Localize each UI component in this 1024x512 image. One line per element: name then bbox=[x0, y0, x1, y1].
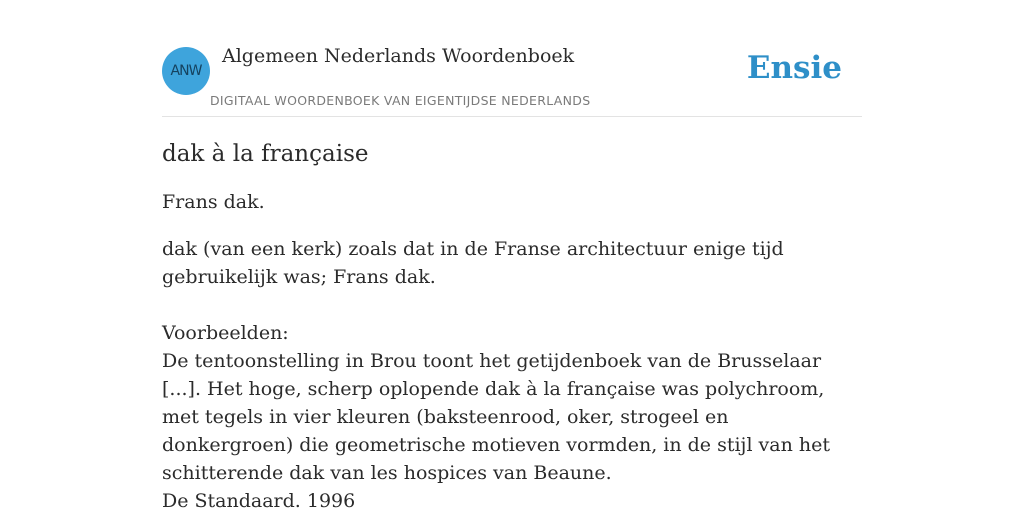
examples-label: Voorbeelden: bbox=[162, 322, 289, 344]
short-definition: Frans dak. bbox=[162, 191, 265, 213]
ensie-brand-link[interactable]: Ensie bbox=[746, 50, 842, 86]
example-source: De Standaard. 1996 bbox=[162, 490, 356, 512]
entry-title: dak à la française bbox=[162, 141, 369, 167]
site-header bbox=[162, 0, 862, 117]
anw-logo[interactable] bbox=[162, 47, 210, 95]
logo-text: ANW bbox=[170, 63, 202, 79]
definition: dak (van een kerk) zoals dat in de Franse architectuur enige tijd gebruikelijk was; Frans dak. bbox=[162, 238, 784, 288]
site-subtitle: DIGITAAL WOORDENBOEK VAN EIGENTIJDSE NEDERLANDS bbox=[210, 93, 591, 108]
examples-section bbox=[162, 319, 862, 512]
example-text: De tentoonstelling in Brou toont het getijdenboek van de Brusselaar [...]. Het hoge, scherp oplopende dak à la française was polychroom, met tegels in vier kleuren (baksteenrood, oker, strogeel en donkergroen) die geometrische motieven vormden, in de stijl van het schitterende dak van les hospices van Beaune. bbox=[162, 350, 831, 484]
entry-content bbox=[162, 138, 862, 512]
site-title[interactable]: Algemeen Nederlands Woordenboek bbox=[222, 45, 575, 67]
